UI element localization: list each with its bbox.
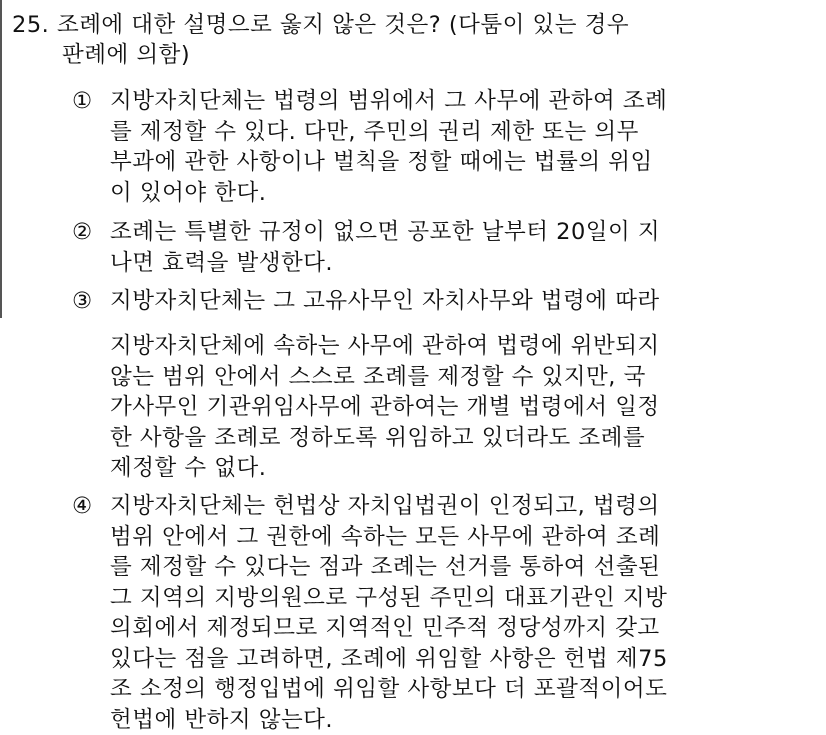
option-1-line-3: 부과에 관한 사항이나 벌칙을 정할 때에는 법률의 위임: [110, 147, 653, 178]
option-3-line-3: 않는 범위 안에서 스스로 조례를 제정할 수 있지만, 국: [110, 362, 646, 393]
option-4-line-1: 지방자치단체는 헌법상 자치입법권이 인정되고, 법령의: [110, 491, 660, 522]
left-margin-rule: [0, 0, 2, 318]
option-4-line-6: 있다는 점을 고려하면, 조례에 위임할 사항은 헌법 제75: [110, 644, 668, 675]
option-4-line-4: 그 지역의 지방의원으로 구성된 주민의 대표기관인 지방: [110, 583, 667, 614]
question-text-line-2: 판례에 의함): [62, 40, 190, 70]
option-3-line-1: 지방자치단체는 그 고유사무인 자치사무와 법령에 따라: [110, 286, 660, 317]
option-3-line-5: 한 사항을 조례로 정하도록 위임하고 있더라도 조례를: [110, 423, 645, 454]
option-2-line-2: 나면 효력을 발생한다.: [110, 248, 333, 279]
option-4-line-3: 를 제정할 수 있다는 점과 조례는 선거를 통하여 선출된: [110, 552, 660, 583]
question-number: 25.: [12, 12, 49, 38]
option-2-line-1: 조례는 특별한 규정이 없으면 공포한 날부터 20일이 지: [110, 217, 660, 248]
question-text-line-1: 조례에 대한 설명으로 옳지 않은 것은? (다툼이 있는 경우: [57, 12, 629, 38]
option-4-line-5: 의회에서 제정되므로 지역적인 민주적 정당성까지 갖고: [110, 613, 660, 644]
option-1-line-4: 이 있어야 한다.: [110, 178, 266, 209]
option-3-line-6: 제정할 수 없다.: [110, 453, 266, 484]
option-3-line-4: 가사무인 기관위임사무에 관하여는 개별 법령에서 일정: [110, 392, 660, 423]
question-stem-line-1: [12, 10, 629, 40]
option-4-line-2: 범위 안에서 그 권한에 속하는 모든 사무에 관하여 조례: [110, 522, 660, 553]
option-1-line-2: 를 제정할 수 있다. 다만, 주민의 권리 제한 또는 의무: [110, 117, 639, 148]
option-1-line-1: 지방자치단체는 법령의 범위에서 그 사무에 관하여 조례: [110, 86, 667, 117]
option-3-marker: ③: [72, 286, 92, 316]
option-2-marker: ②: [72, 217, 92, 247]
option-1-marker: ①: [72, 86, 92, 116]
option-4-line-7: 조 소정의 행정입법에 위임할 사항보다 더 포괄적이어도: [110, 674, 667, 705]
option-3-line-2: 지방자치단체에 속하는 사무에 관하여 법령에 위반되지: [110, 331, 660, 362]
option-4-line-8: 헌법에 반하지 않는다.: [110, 705, 333, 735]
option-4-marker: ④: [72, 491, 92, 521]
